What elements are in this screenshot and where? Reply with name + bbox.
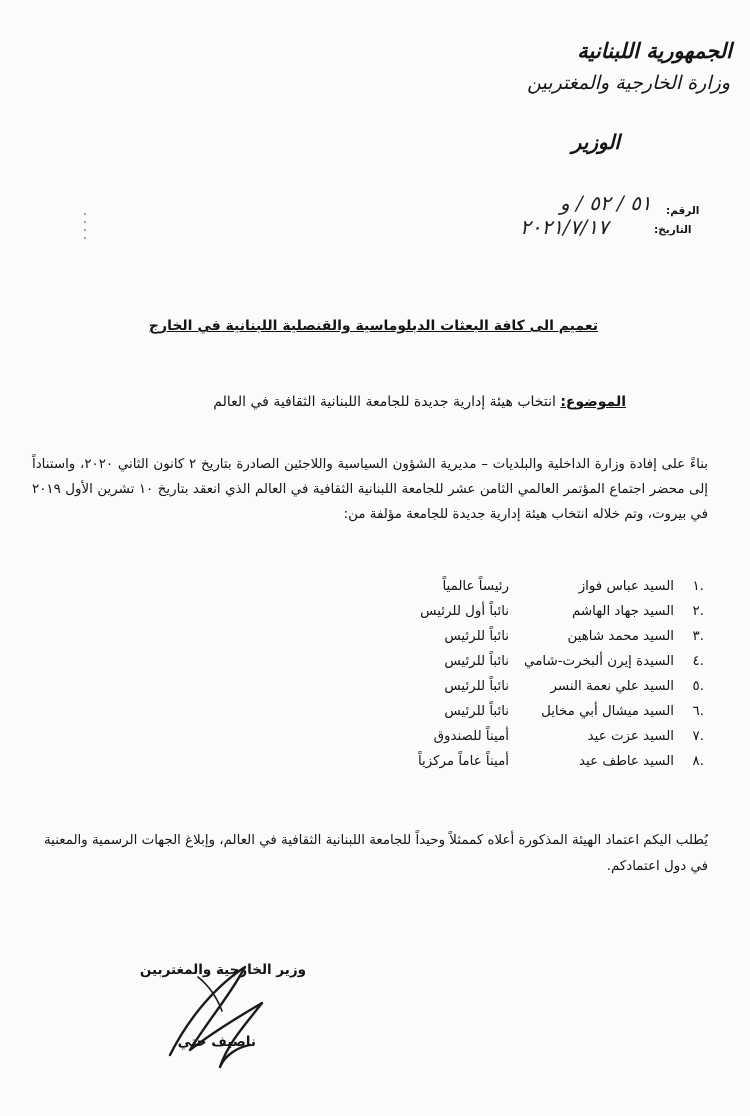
member-role: أميناً للصندوق [433, 729, 509, 744]
member-role: نائباً أول للرئيس [420, 604, 509, 619]
member-role: نائباً للرئيس [444, 679, 509, 694]
signatory-name: ناصيف حتي [177, 1034, 256, 1050]
reference-number-value: ٥١ / ٥٢ / و [560, 191, 652, 215]
signatory-title: وزير الخارجية والمغتربين [139, 962, 306, 978]
request-paragraph: يُطلب اليكم اعتماد الهيئة المذكورة أعلاه كممثلاً وحيداً للجامعة اللبنانية الثقافية في العالم، وإبلاغ الجهات الرسمية والمعنية في دول اعتمادكم. [43, 833, 708, 874]
letterhead-republic: الجمهورية اللبنانية [577, 38, 732, 63]
reference-date-label: التاريخ: [654, 224, 692, 236]
member-number: .٧ [692, 729, 704, 744]
member-name: السيد عزت عيد [587, 729, 674, 744]
members-list [304, 574, 704, 774]
member-row [304, 674, 704, 699]
subject-line [213, 394, 626, 410]
subject-label: الموضوع: [560, 394, 626, 410]
member-row [304, 699, 704, 724]
reference-date-value: ٢٠٢١/٧/١٧ [520, 215, 609, 239]
member-row [304, 574, 704, 599]
member-name: السيدة إيرن ألبخرت-شامي [524, 654, 674, 669]
member-number: .٨ [692, 754, 704, 769]
member-role: نائباً للرئيس [444, 629, 509, 644]
member-row [304, 649, 704, 674]
subject-text: انتخاب هيئة إدارية جديدة للجامعة اللبنانية الثقافية في العالم [213, 394, 556, 410]
circular-title: تعميم الى كافة البعثات الدبلوماسية والقنصلية اللبنانية في الخارج [148, 318, 598, 334]
member-name: السيد عباس فواز [578, 579, 674, 594]
member-number: .٤ [692, 654, 704, 669]
member-role: أميناً عاماً مركزياً [417, 754, 509, 769]
member-role: نائباً للرئيس [444, 654, 509, 669]
member-name: السيد عاطف عيد [579, 754, 674, 769]
member-number: .١ [692, 579, 704, 594]
handwritten-signature [150, 955, 280, 1075]
letterhead-office: الوزير [571, 130, 620, 154]
member-row [304, 724, 704, 749]
member-role: رئيساً عالمياً [442, 579, 509, 594]
member-name: السيد علي نعمة النسر [550, 679, 674, 694]
member-name: السيد ميشال أبي مخايل [541, 704, 674, 719]
member-row [304, 599, 704, 624]
member-number: .٢ [692, 604, 704, 619]
member-row [304, 749, 704, 774]
member-row [304, 624, 704, 649]
body-paragraph: بناءً على إفادة وزارة الداخلية والبلديات – مديرية الشؤون السياسية واللاجئين الصادرة بتاريخ ٢ كانون الثاني ٢٠٢٠، واستناداً إلى محضر اجتماع المؤتمر العالمي الثامن عشر للجامعة اللبنانية الثقافية في العالم الذي انعقد بتاريخ ١٠ تشرين الأول ٢٠١٩ في بيروت، وتم خلاله انتخاب هيئة إدارية جديدة للجامعة مؤلفة من: [32, 457, 709, 522]
letterhead-ministry: وزارة الخارجية والمغتربين [527, 72, 730, 94]
member-number: .٣ [692, 629, 704, 644]
reference-number-label: الرقم: [666, 205, 700, 217]
member-name: السيد محمد شاهين [567, 629, 674, 644]
scan-marks [80, 210, 90, 250]
member-number: .٦ [692, 704, 704, 719]
member-name: السيد جهاد الهاشم [571, 604, 674, 619]
member-role: نائباً للرئيس [444, 704, 509, 719]
member-number: .٥ [692, 679, 704, 694]
